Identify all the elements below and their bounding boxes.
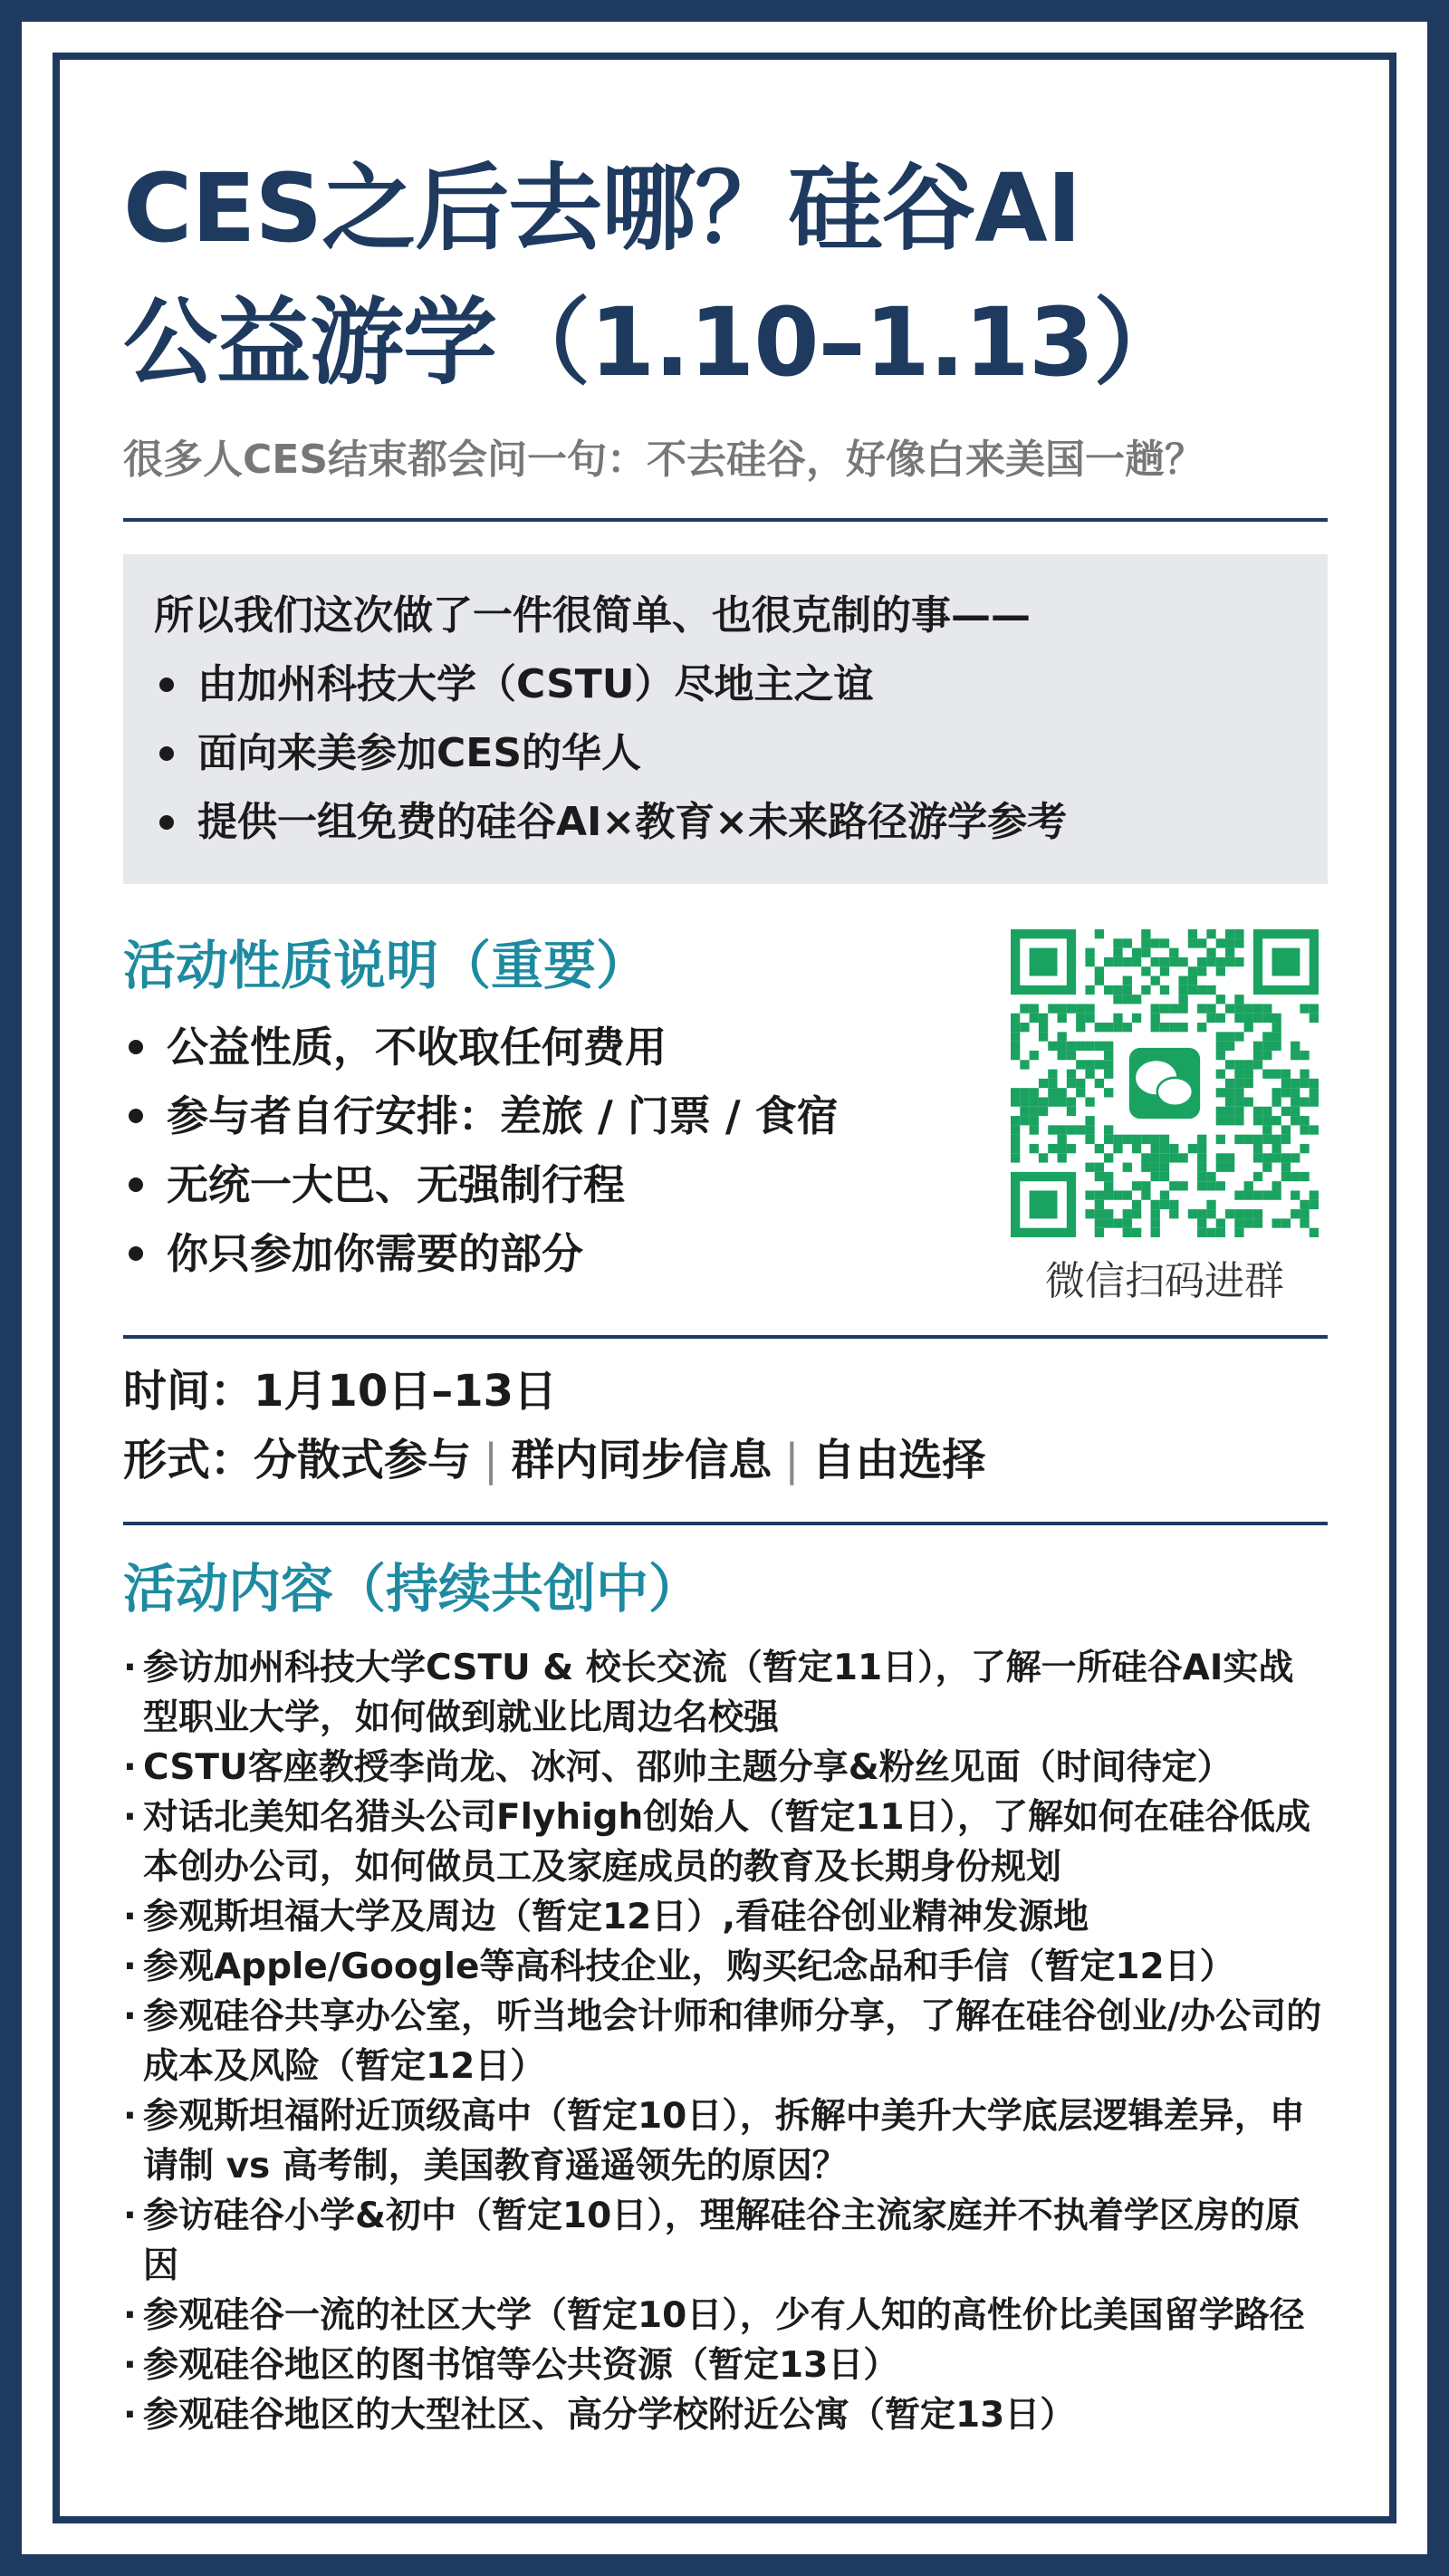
intro-lead: 所以我们这次做了一件很简单、也很克制的事——	[154, 592, 1031, 639]
activity-item: · 参观斯坦福附近顶级高中（暂定10日），拆解中美升大学底层逻辑差异，申请制 vs 高考制，美国教育遥遥领先的原因？	[123, 2091, 1328, 2191]
intro-bullet: 面向来美参加CES的华人	[154, 719, 1297, 788]
divider	[123, 1522, 1328, 1525]
poster-content	[123, 141, 1328, 2440]
format-item: 分散式参与	[254, 1435, 472, 1485]
activity-item: · 参观硅谷地区的图书馆等公共资源（暂定13日）	[123, 2341, 1328, 2390]
divider	[123, 1335, 1328, 1339]
activities-heading: 活动内容（持续共创中）	[123, 1558, 702, 1620]
activity-item: · CSTU客座教授李尚龙、冰河、邵帅主题分享&粉丝见面（时间待定）	[123, 1743, 1328, 1793]
nature-section	[123, 929, 1328, 1319]
wechat-icon	[1123, 1042, 1207, 1126]
time-label: 时间：	[123, 1366, 254, 1417]
format-item: 自由选择	[811, 1435, 986, 1485]
intro-bullet: 由加州科技大学（CSTU）尽地主之谊	[154, 650, 1297, 719]
separator: |	[784, 1435, 800, 1485]
activity-item: · 对话北美知名猎头公司Flyhigh创始人（暂定11日），了解如何在硅谷低成本创办公司，如何做员工及家庭成员的教育及长期身份规划	[123, 1793, 1328, 1892]
activity-item: · 参观斯坦福大学及周边（暂定12日）,看硅谷创业精神发源地	[123, 1892, 1328, 1942]
nature-bullet: 参与者自行安排：差旅 / 门票 / 食宿	[123, 1081, 1328, 1150]
activity-item: · 参观Apple/Google等高科技企业，购买纪念品和手信（暂定12日）	[123, 1942, 1328, 1992]
activity-item: · 参观硅谷一流的社区大学（暂定10日），少有人知的高性价比美国留学路径	[123, 2291, 1328, 2341]
activity-item: · 参观硅谷地区的大型社区、高分学校附近公寓（暂定13日）	[123, 2390, 1328, 2440]
intro-box	[123, 554, 1328, 884]
qr-code[interactable]	[1011, 929, 1319, 1237]
format-row	[123, 1426, 1328, 1495]
intro-bullet: 提供一组免费的硅谷AI×教育×未来路径游学参考	[154, 788, 1297, 857]
poster	[53, 53, 1396, 2523]
title-line-2: 公益游学（1.10–1.13）	[123, 287, 1187, 398]
time-row	[123, 1357, 1328, 1426]
activity-item: · 参访硅谷小学&初中（暂定10日），理解硅谷主流家庭并不执着学区房的原因	[123, 2191, 1328, 2291]
page-title	[123, 141, 1328, 409]
format-label: 形式：	[123, 1435, 254, 1485]
nature-heading: 活动性质说明（重要）	[123, 935, 649, 996]
activity-item: · 参观硅谷共享办公室，听当地会计师和律师分享，了解在硅谷创业/办公司的成本及风险（暂定12日）	[123, 1992, 1328, 2091]
time-value: 1月10日–13日	[254, 1366, 558, 1417]
subtitle: 很多人CES结束都会问一句：不去硅谷，好像白来美国一趟？	[123, 437, 1205, 483]
info-block	[123, 1357, 1328, 1495]
qr-block	[1002, 929, 1328, 1306]
format-item: 群内同步信息	[511, 1435, 772, 1485]
activity-list	[123, 1643, 1328, 2440]
nature-bullet: 你只参加你需要的部分	[123, 1219, 1328, 1288]
activities-section	[123, 1552, 1328, 2440]
nature-bullet: 公益性质，不收取任何费用	[123, 1013, 1328, 1081]
title-line-1: CES之后去哪？硅谷AI	[123, 153, 1081, 264]
qr-caption: 微信扫码进群	[1045, 1258, 1284, 1304]
separator: |	[484, 1435, 499, 1485]
divider	[123, 518, 1328, 522]
activity-item: · 参访加州科技大学CSTU & 校长交流（暂定11日），了解一所硅谷AI实战型职业大学，如何做到就业比周边名校强	[123, 1643, 1328, 1743]
nature-bullet: 无统一大巴、无强制行程	[123, 1150, 1328, 1219]
